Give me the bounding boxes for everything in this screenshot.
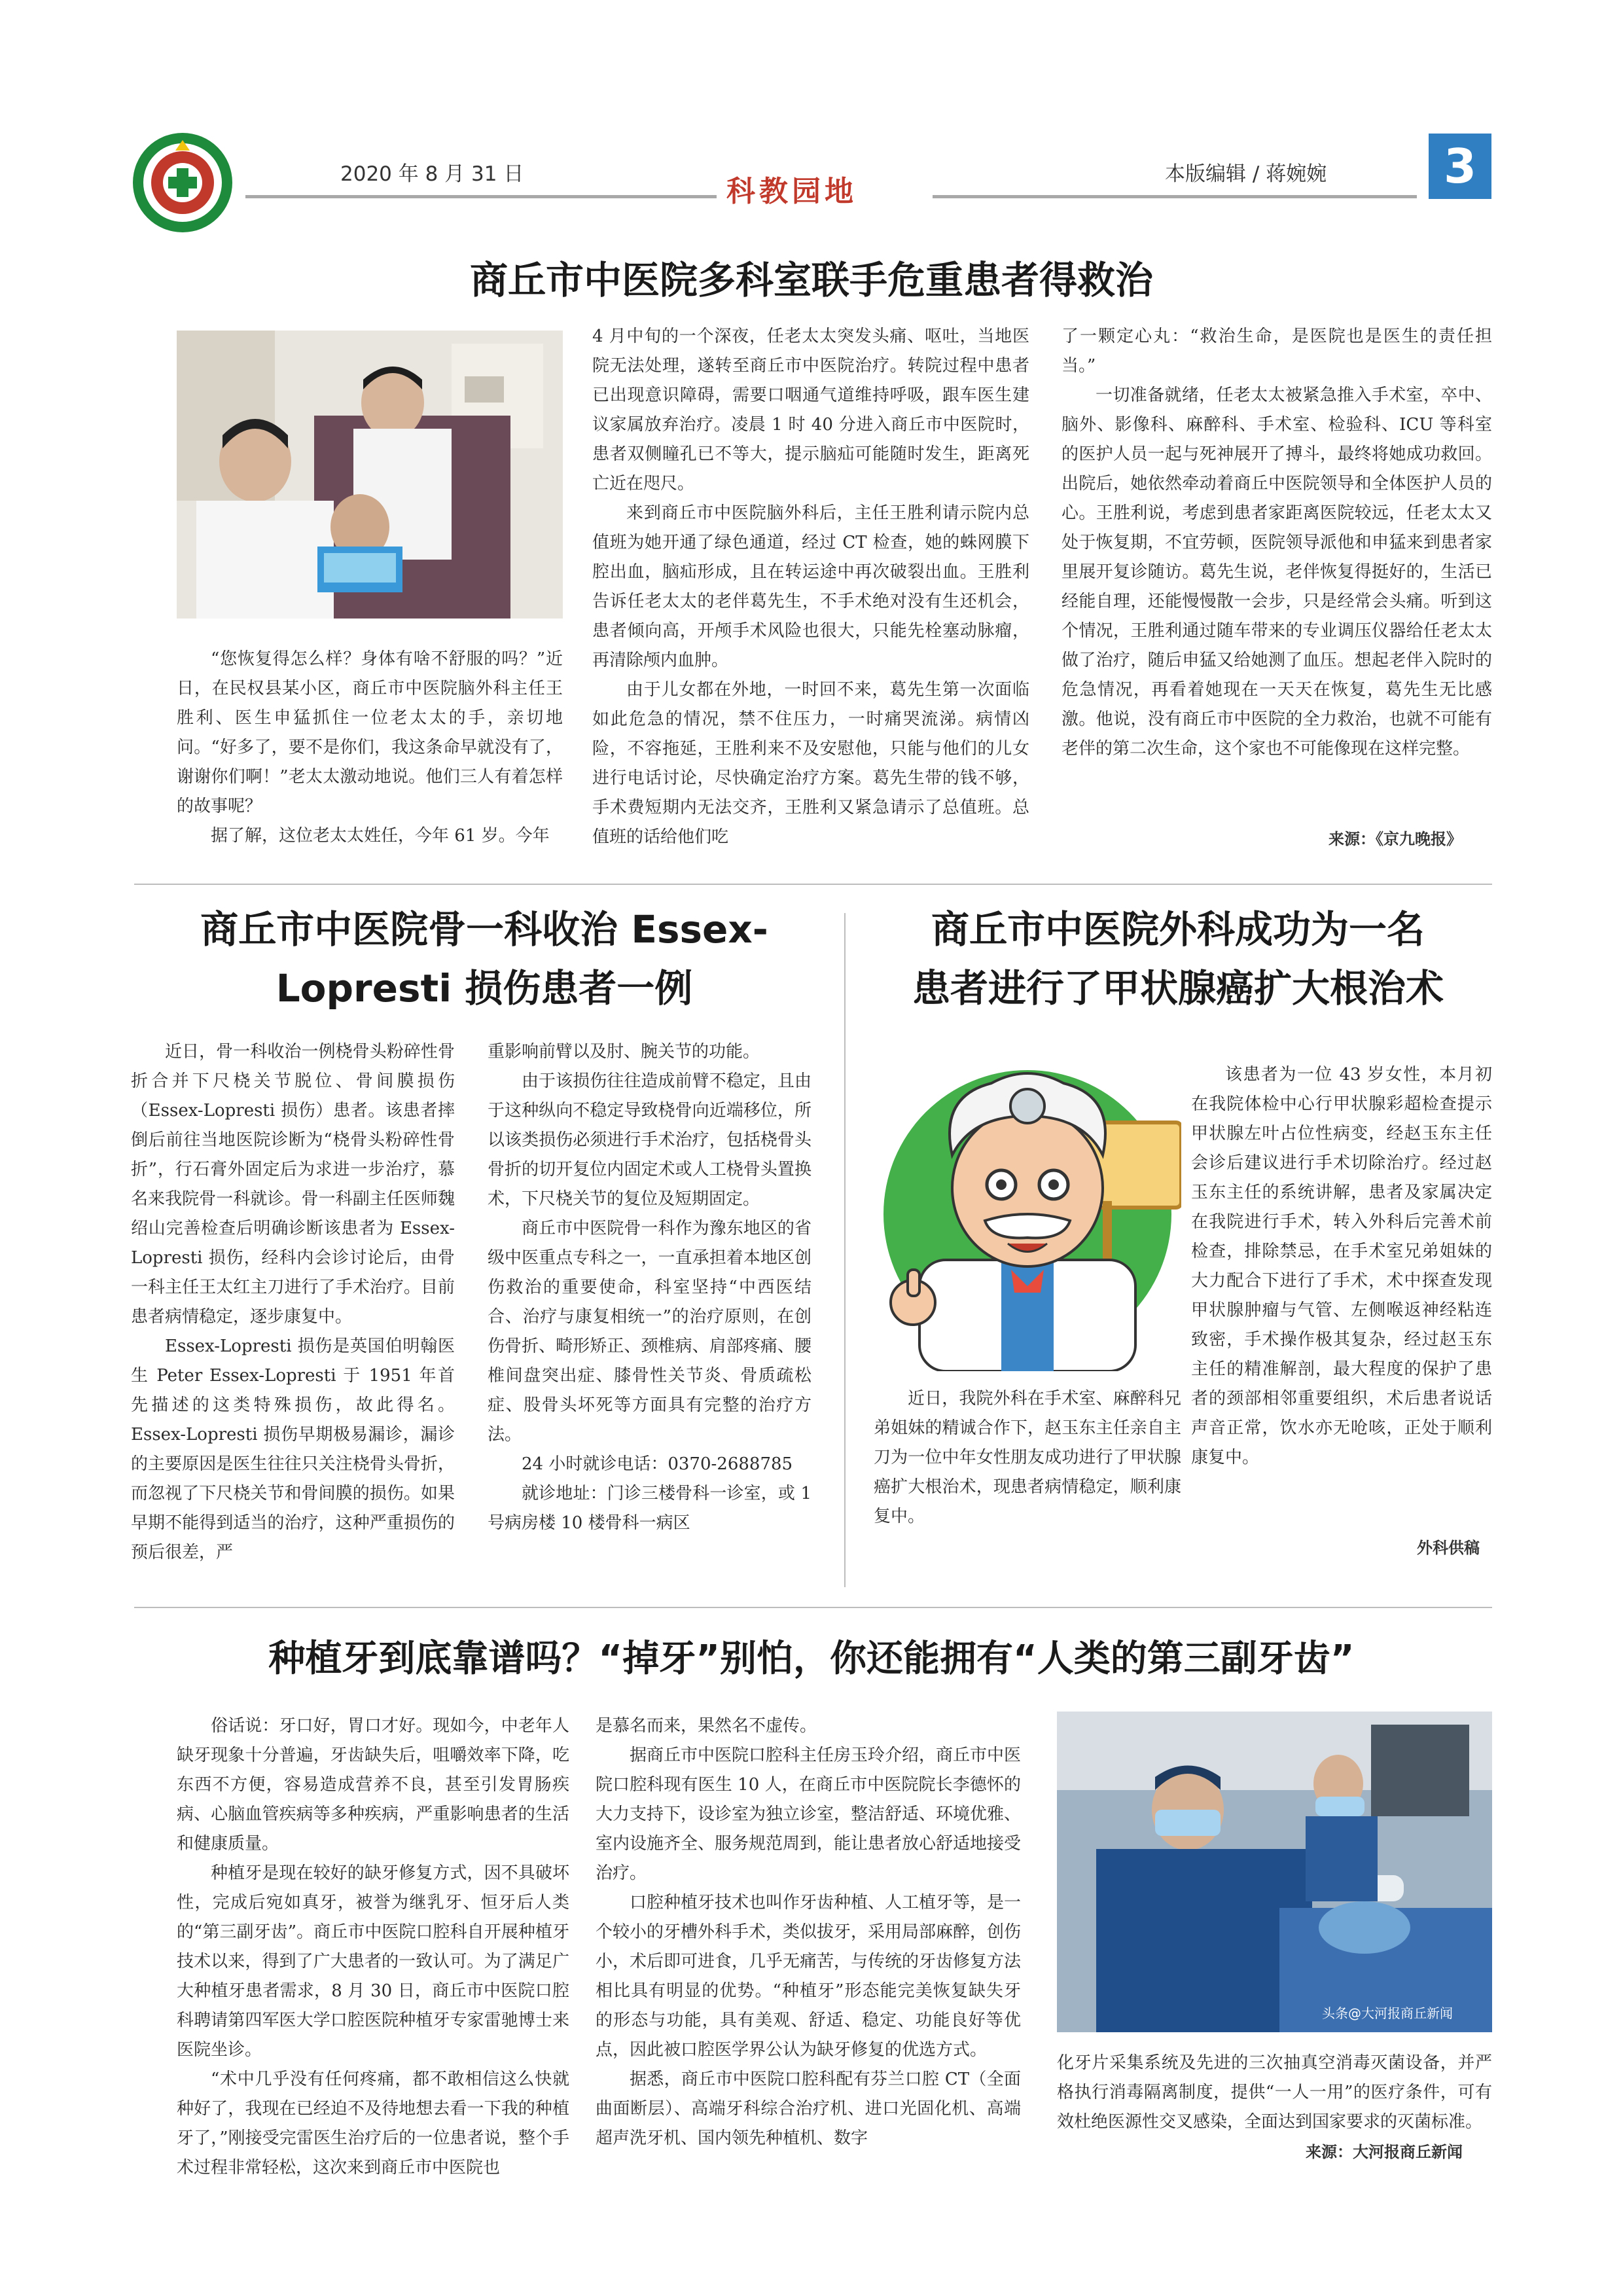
column-divider [844, 913, 846, 1587]
article1-col3-text: 了一颗定心丸：“救治生命，是医院也是医生的责任担当。” 一切准备就绪，任老太太被紧急推入手术室，卒中、脑外、影像科、麻醉科、手术室、检验科、ICU 等科室的医护人员一起与死神展开了搏斗，最终将她成功救回。出院后，她依然牵动着商丘中医院领导和全体医护人员的心。王胜利说，考虑到患者家距离医院较远，任老太太又处于恢复期，不宜劳顿，医院领导派他和申猛来到患者家里展开复诊随访。葛先生说，老伴恢复得挺好的，生活已经能自理，还能慢慢散一会步，只是经常会头痛。听到这个情况，王胜利通过随车带来的专业调压仪器给任老太太做了治疗，随后申猛又给她测了血压。想起老伴入院时的危急情况，再看着她现在一天天在恢复，葛先生无比感激。他说，没有商丘市中医院的全力救治，也就不可能有老伴的第二次生命，这个家也不可能像现在这样完整。 [1061, 327, 1492, 759]
article4-title: 种植牙到底靠谱吗？“掉牙”别怕，你还能拥有“人类的第三副牙齿” [268, 1638, 1355, 1680]
divider-2 [134, 1607, 1492, 1608]
article1-col2-text: 4 月中旬的一个深夜，任老太太突发头痛、呕吐，当地医院无法处理，遂转至商丘市中医院治疗。转院过程中患者已出现意识障碍，需要口咽通气道维持呼吸，跟车医生建议家属放弃治疗。凌晨 1 时 40 分进入商丘市中医院时，患者双侧瞳孔已不等大，提示脑疝可能随时发生，距离死亡近在咫尺。 来到商丘市中医院脑外科后，主任王胜利请示院内总值班为她开通了绿色通道，经过 CT 检查，她的蛛网膜下腔出血，脑疝形成，且在转运途中再次破裂出血。王胜利告诉任老太太的老伴葛先生，不手术绝对没有生还机会，患者倾向高，开颅手术风险也很大，只能先栓塞动脉瘤，再清除颅内血肿。 由于儿女都在外地，一时回不来，葛先生第一次面临如此危急的情况，禁不住压力，一时痛哭流涕。病情凶险，不容拖延，王胜利来不及安慰他，只能与他们的儿女进行电话讨论，尽快确定治疗方案。葛先生带的钱不够，手术费短期内无法交齐，王胜利又紧急请示了总值班。总值班的话给他们吃 [592, 327, 1029, 847]
article4-col3-text: 化牙片采集系统及先进的三次抽真空消毒灭菌设备，并严格执行消毒隔离制度，提供“一人一用”的医疗条件，可有效杜绝医源性交叉感染，全面达到国家要求的灭菌标准。 [1057, 2053, 1492, 2132]
article2-col1-text: 近日，骨一科收治一例桡骨头粉碎性骨折合并下尺桡关节脱位、骨间膜损伤（Essex-Lopresti 损伤）患者。该患者摔倒后前往当地医院诊断为“桡骨头粉碎性骨折”，行石膏外固定后为求进一步治疗，慕名来我院骨一科就诊。骨一科副主任医师魏绍山完善检查后明确诊断该患者为 Essex-Lopresti 损伤，经科内会诊讨论后，由骨一科主任王太红主刀进行了手术治疗。目前患者病情稳定，逐步康复中。 Essex-Lopresti 损伤是英国伯明翰医生 Peter Essex-Lopresti 于 1951 年首先描述的这类特殊损伤，故此得名。Essex-Lopresti 损伤早期极易漏诊，漏诊的主要原因是医生往往只关注桡骨头骨折，而忽视了下尺桡关节和骨间膜的损伤。如果早期不能得到适当的治疗，这种严重损伤的预后很差，严 [131, 1042, 455, 1562]
article4-surgery-photo [1057, 1712, 1492, 2032]
article4-source: 来源：大河报商丘新闻 [1306, 2142, 1463, 2161]
header-rule-right [933, 195, 1417, 198]
issue-date: 2020 年 8 月 31 日 [340, 162, 524, 186]
article3-title-line1: 商丘市中医院外科成功为一名 [931, 907, 1425, 952]
article1-title: 商丘市中医院多科室联手危重患者得救治 [469, 258, 1153, 302]
newspaper-logo [131, 131, 234, 234]
article1-col1-text: “您恢复得怎么样？身体有啥不舒服的吗？”近日，在民权县某小区，商丘市中医院脑外科主任王胜利、医生申猛抓住一位老太太的手，亲切地问。“好多了，要不是你们，我这条命早就没有了，谢谢你们啊！”老太太激动地说。他们三人有着怎样的故事呢？ 据了解，这位老太太姓任，今年 61 岁。今年 [177, 649, 563, 846]
article4-col2-text: 是慕名而来，果然名不虚传。 据商丘市中医院口腔科主任房玉玲介绍，商丘市中医院口腔科现有医生 10 人，在商丘市中医院院长李德怀的大力支持下，设诊室为独立诊室，整洁舒适、环境优雅、室内设施齐全、服务规范周到，能让患者放心舒适地接受治疗。 口腔种植牙技术也叫作牙齿种植、人工植牙等，是一个较小的牙槽外科手术，类似拔牙，采用局部麻醉，创伤小，术后即可进食，几乎无痛苦，与传统的牙齿修复方法相比具有明显的优势。“种植牙”形态能完美恢复缺失牙的形态与功能，具有美观、舒适、稳定、功能良好等优点，因此被口腔医学界公认为缺牙修复的优选方式。 据悉，商丘市中医院口腔科配有芬兰口腔 CT（全面曲面断层）、高端牙科综合治疗机、进口光固化机、高端超声洗牙机、国内领先种植机、数字 [596, 1716, 1022, 2148]
divider-1 [134, 884, 1492, 885]
article3-doctor-illustration [874, 1044, 1181, 1371]
editor-credit: 本版编辑 / 蒋婉婉 [1165, 162, 1327, 186]
header-rule-left [245, 195, 717, 198]
article1-photo [177, 331, 563, 619]
article3-right-text: 该患者为一位 43 岁女性，本月初在我院体检中心行甲状腺彩超检查提示甲状腺左叶占位性病变，经赵玉东主任会诊后建议进行手术切除治疗。经过赵玉东主任的系统讲解，患者及家属决定在我院进行手术，转入外科后完善术前检查，排除禁忌，在手术室兄弟姐妹的大力配合下进行了手术，术中探查发现甲状腺肿瘤与气管、左侧喉返神经粘连致密，手术操作极其复杂，经过赵玉东主任的精准解剖，最大程度的保护了患者的颈部相邻重要组织，术后患者说话声音正常，饮水亦无呛咳，正处于顺利康复中。 [1191, 1065, 1492, 1467]
article4-col1-text: 俗话说：牙口好，胃口才好。现如今，中老年人缺牙现象十分普遍，牙齿缺失后，咀嚼效率下降，吃东西不方便，容易造成营养不良，甚至引发胃肠疾病、心脑血管疾病等多种疾病，严重影响患者的生活和健康质量。 种植牙是现在较好的缺牙修复方式，因不具破坏性，完成后宛如真牙，被誉为继乳牙、恒牙后人类的“第三副牙齿”。商丘市中医院口腔科自开展种植牙技术以来，得到了广大患者的一致认可。为了满足广大种植牙患者需求，8 月 30 日，商丘市中医院口腔科聘请第四军医大学口腔医院种植牙专家雷驰博士来医院坐诊。 “术中几乎没有任何疼痛，都不敢相信这么快就种好了，我现在已经迫不及待地想去看一下我的种植牙了，”刚接受完雷医生治疗后的一位患者说，整个手术过程非常轻松，这次来到商丘市中医院也 [177, 1716, 569, 2178]
article4-photo-caption: 头条@大河报商丘新闻 [1322, 2005, 1453, 2021]
article2-title-line2: Lopresti 损伤患者一例 [276, 966, 693, 1011]
article2-title-line1: 商丘市中医院骨一科收治 Essex- [200, 907, 768, 952]
article3-title-line2: 患者进行了甲状腺癌扩大根治术 [912, 966, 1444, 1011]
article1-source: 来源：《京九晚报》 [1329, 829, 1462, 848]
page-number: 3 [1429, 134, 1491, 199]
section-title: 科教园地 [726, 175, 857, 208]
article3-left-text: 近日，我院外科在手术室、麻醉科兄弟姐妹的精诚合作下，赵玉东主任亲自主刀为一位中年女性朋友成功进行了甲状腺癌扩大根治术，现患者病情稳定，顺利康复中。 [874, 1389, 1181, 1526]
article2-col2-text: 重影响前臂以及肘、腕关节的功能。 由于该损伤往往造成前臂不稳定，且由于这种纵向不稳定导致桡骨向近端移位，所以该类损伤必须进行手术治疗，包括桡骨头骨折的切开复位内固定术或人工桡骨头置换术，下尺桡关节的复位及短期固定。 商丘市中医院骨一科作为豫东地区的省级中医重点专科之一，一直承担着本地区创伤救治的重要使命，科室坚持“中西医结合、治疗与康复相统一”的治疗原则，在创伤骨折、畸形矫正、颈椎病、肩部疼痛、腰椎间盘突出症、膝骨性关节炎、骨质疏松症、股骨头坏死等方面具有完整的治疗方法。 24 小时就诊电话：0370-2688785 就诊地址：门诊三楼骨科一诊室，或 1 号病房楼 10 楼骨科一病区 [488, 1042, 812, 1533]
article3-source: 外科供稿 [1417, 1538, 1480, 1557]
